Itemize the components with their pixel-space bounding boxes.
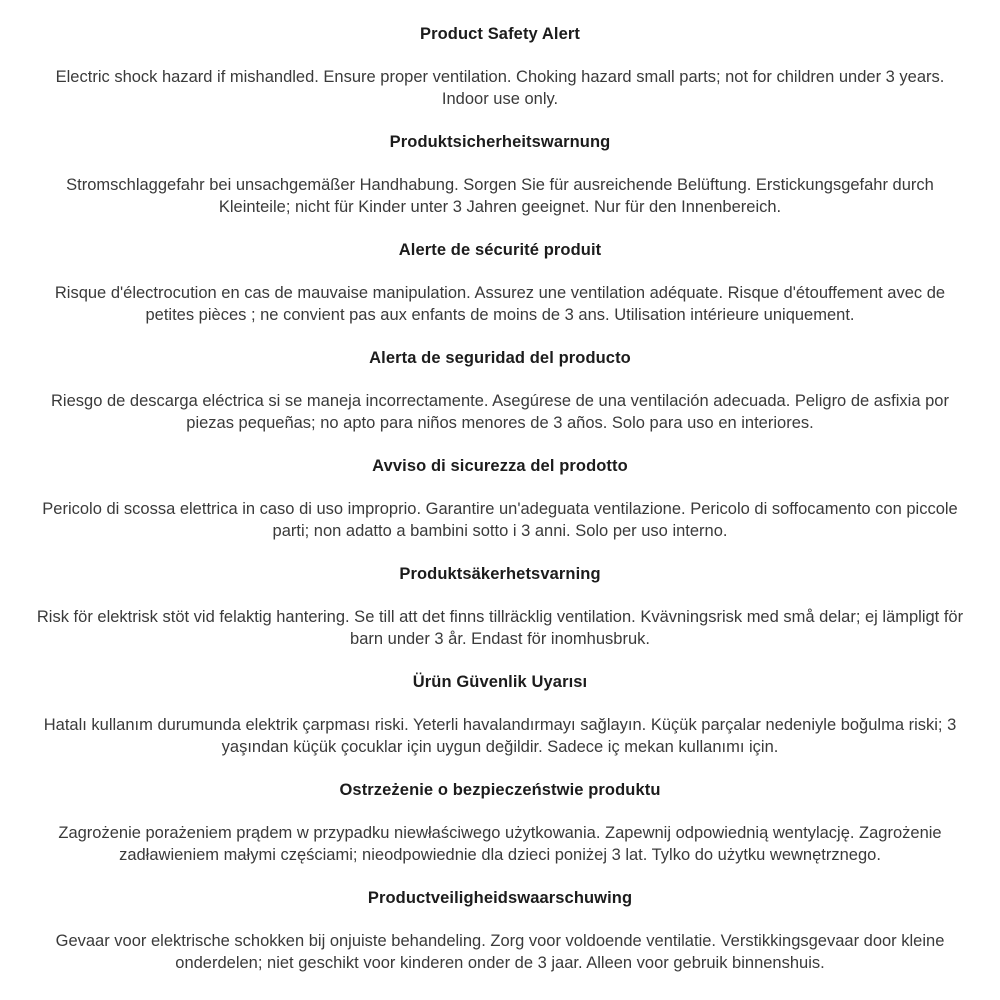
section-body-fr: Risque d'électrocution en cas de mauvaise manipulation. Assurez une ventilation adéquate. Risque d'étouffement avec de petites pièces ; ne convient pas aux enfants de moins de 3 ans. Utilisation intérieure uniquement.	[54, 284, 946, 324]
section-title-fr: Alerte de sécurité produit	[398, 241, 602, 259]
section-body-pl: Zagrożenie porażeniem prądem w przypadku niewłaściwego użytkowania. Zapewnij odpowiednią wentylację. Zagrożenie zadławieniem małymi częściami; nieodpowiednie dla dzieci poniżej 3 lat. Tylko do użytku wewnętrznego.	[58, 824, 942, 864]
section-body-it: Pericolo di scossa elettrica in caso di uso improprio. Garantire un'adeguata ventilazione. Pericolo di soffocamento con piccole parti; non adatto a bambini sotto i 3 anni. Solo per uso interno.	[42, 500, 958, 540]
safety-alert-section-sv	[34, 563, 966, 650]
section-title-tr: Ürün Güvenlik Uyarısı	[412, 673, 588, 691]
section-body-tr: Hatalı kullanım durumunda elektrik çarpması riski. Yeterli havalandırmayı sağlayın. Küçük parçalar nedeniyle boğulma riski; 3 yaşından küçük çocuklar için uygun değildir. Sadece iç mekan kullanımı için.	[43, 716, 957, 756]
safety-alert-section-es	[34, 347, 966, 434]
section-title-pl: Ostrzeżenie o bezpieczeństwie produktu	[339, 781, 661, 799]
section-body-sv: Risk för elektrisk stöt vid felaktig hantering. Se till att det finns tillräcklig ventilation. Kvävningsrisk med små delar; ej lämpligt för barn under 3 år. Endast för inomhusbruk.	[36, 608, 964, 648]
section-body-es: Riesgo de descarga eléctrica si se maneja incorrectamente. Asegúrese de una ventilación adecuada. Peligro de asfixia por piezas pequeñas; no apto para niños menores de 3 años. Solo para uso en interiores.	[51, 392, 949, 432]
safety-alert-section-de	[34, 131, 966, 218]
safety-alert-section-nl	[34, 887, 966, 974]
section-body-de: Stromschlaggefahr bei unsachgemäßer Handhabung. Sorgen Sie für ausreichende Belüftung. Erstickungsgefahr durch Kleinteile; nicht für Kinder unter 3 Jahren geeignet. Nur für den Innenbereich.	[66, 176, 934, 216]
section-title-es: Alerta de seguridad del producto	[369, 349, 631, 367]
safety-alert-section-pl	[34, 779, 966, 866]
section-title-sv: Produktsäkerhetsvarning	[399, 565, 601, 583]
safety-alert-section-fr	[34, 239, 966, 326]
section-title-it: Avviso di sicurezza del prodotto	[372, 457, 628, 475]
safety-alert-section-it	[34, 455, 966, 542]
safety-alert-section-tr	[34, 671, 966, 758]
section-body-nl: Gevaar voor elektrische schokken bij onjuiste behandeling. Zorg voor voldoende ventilatie. Verstikkingsgevaar door kleine onderdelen; niet geschikt voor kinderen onder de 3 jaar. Alleen voor gebruik binnenshuis.	[55, 932, 945, 972]
section-title-de: Produktsicherheitswarnung	[389, 133, 611, 151]
section-title-en: Product Safety Alert	[419, 25, 580, 43]
section-title-nl: Productveiligheidswaarschuwing	[367, 889, 633, 907]
section-body-en: Electric shock hazard if mishandled. Ensure proper ventilation. Choking hazard small parts; not for children under 3 years. Indoor use only.	[55, 68, 945, 108]
safety-alert-section-en	[34, 23, 966, 110]
